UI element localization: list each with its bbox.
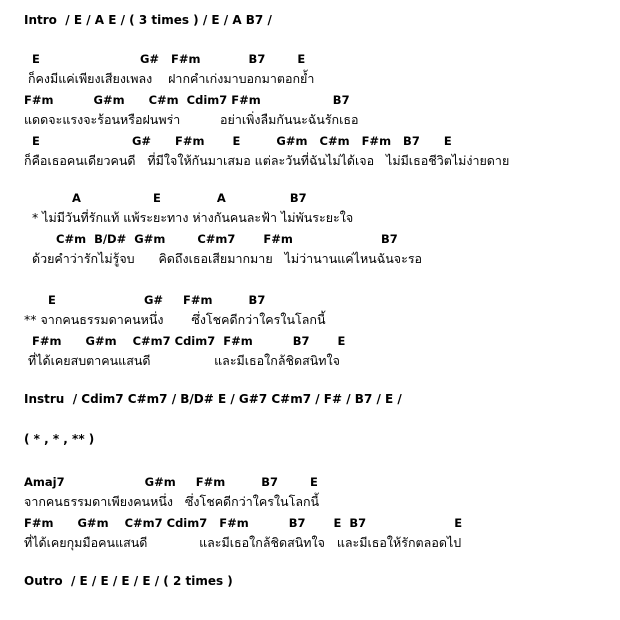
lyric-line: จากคนธรรมดาเพียงคนหนึ่ง ซึ่งโชคดีกว่าใครในโลกนี้ [24, 494, 320, 509]
spacer [24, 457, 610, 477]
section-label: Instru / Cdim7 C#m7 / B/D# E / G#7 C#m7 / F# / B7 / E / [24, 392, 402, 406]
chord-line: F#m G#m C#m7 Cdim7 F#m B7 E B7 E [24, 516, 463, 530]
chord-line: C#m B/D# G#m C#m7 F#m B7 [24, 232, 398, 246]
chord-line: E G# F#m E G#m C#m F#m B7 E [24, 134, 452, 148]
chord-line: E G# F#m B7 [24, 293, 266, 307]
lyric-line: ที่ได้เคยกุมมือคนแสนดี และมีเธอใกล้ชิดสนิทใจ และมีเธอให้รักตลอดไป [24, 535, 462, 550]
chord-line: Amaj7 G#m F#m B7 E [24, 475, 318, 489]
section-label: Outro / E / E / E / E / ( 2 times ) [24, 574, 233, 588]
chord-line: E G# F#m B7 E [24, 52, 306, 66]
section-label: ( * , * , ** ) [24, 432, 95, 446]
spacer [24, 559, 610, 575]
lyric-line: ก็คงมีแค่เพียงเสียงเพลง ฝากคำเก่งมาบอกมาตอกย้ำ [24, 71, 315, 86]
spacer [24, 417, 610, 433]
lyric-line: แดดจะแรงจะร้อนหรือฝนพร่า อย่าเพิ่งลืมกันนะฉันรักเธอ [24, 112, 359, 127]
section-label: Intro / E / A E / ( 3 times ) / E / A B7 / [24, 13, 272, 27]
lyric-line: ที่ได้เคยสบตาคนแสนดี และมีเธอใกล้ชิดสนิทใจ [24, 353, 340, 368]
chord-line: F#m G#m C#m Cdim7 F#m B7 [24, 93, 350, 107]
lyric-line: ** จากคนธรรมดาคนหนึ่ง ซึ่งโชคดีกว่าใครในโลกนี้ [24, 312, 326, 327]
chord-line: F#m G#m C#m7 Cdim7 F#m B7 E [24, 334, 346, 348]
lyric-line: ด้วยคำว่ารักไม่รู้จบ คิดถึงเธอเสียมากมาย ไม่ว่านานแค่ไหนฉันจะรอ [24, 251, 423, 266]
chord-line: A E A B7 [24, 191, 307, 205]
chord-sheet-content [24, 14, 610, 599]
lyric-line: ก็คือเธอคนเดียวคนดี ที่มีใจให้กันมาเสมอ แต่ละวันที่ฉันไม่ได้เจอ ไม่มีเธอชีวิตไม่ง่ายดาย [24, 153, 510, 168]
lyric-line: * ไม่มีวันที่รักแท้ แพ้ระยะทาง ห่างกันคนละฟ้า ไม่พันระยะใจ [24, 210, 354, 225]
spacer [24, 275, 610, 295]
spacer [24, 377, 610, 393]
